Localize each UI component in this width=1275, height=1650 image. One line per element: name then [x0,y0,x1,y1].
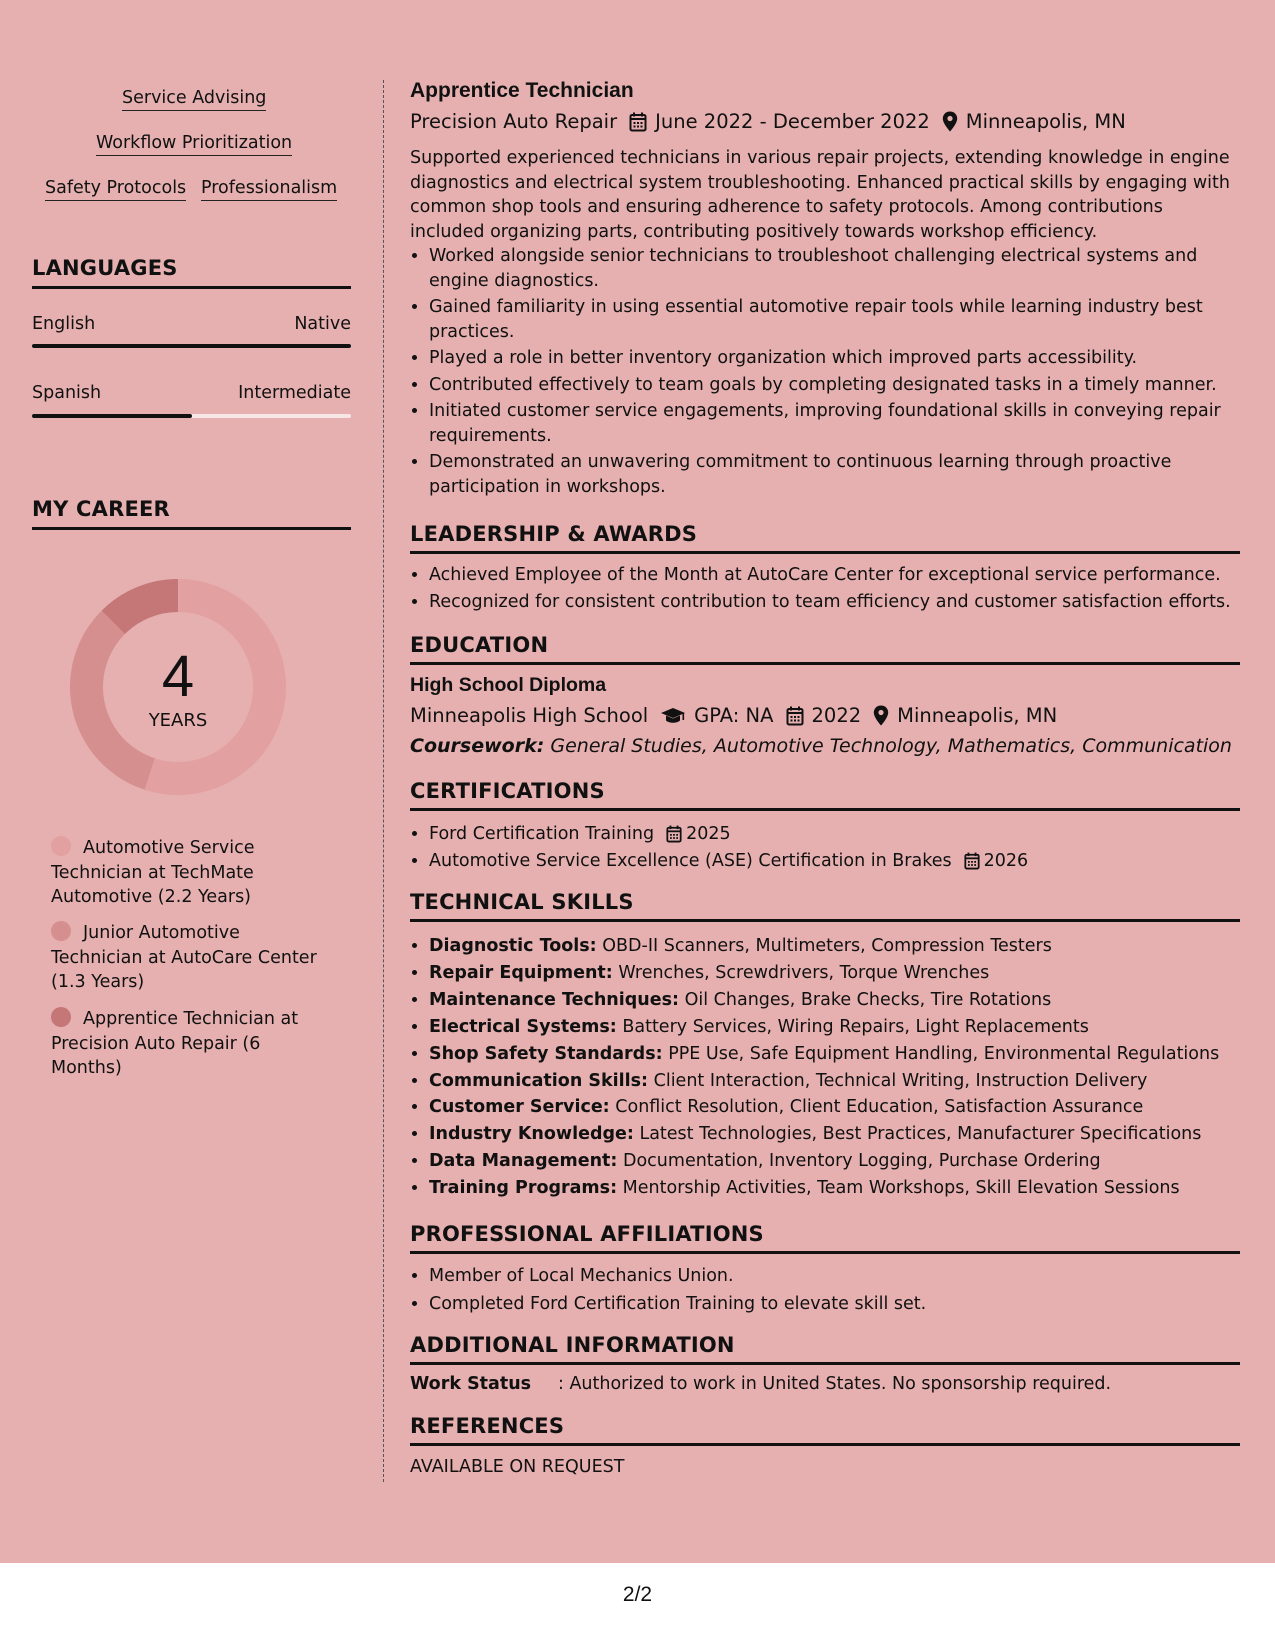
language-proficiency-bar [32,414,351,418]
calendar-icon [964,852,980,870]
location-pin-icon [873,705,889,726]
language-level: Intermediate [238,383,351,403]
education-year: 2022 [811,704,862,727]
list-item: • Completed Ford Certification Training to elevate skill set. [429,1291,1259,1317]
career-total-years: 4 [161,644,195,709]
location-pin-icon [942,111,958,132]
list-item: • Recognized for consistent contribution to team efficiency and customer satisfaction efforts. [429,590,1259,615]
list-item: • Initiated customer service engagements, improving foundational skills in conveying repair requirements. [429,399,1259,448]
certification-year: 2026 [983,850,1029,871]
list-item: • Worked alongside senior technicians to troubleshoot challenging electrical systems and engine diagnostics. [429,244,1259,293]
company-name: Precision Auto Repair [410,110,618,133]
skill-value: Conflict Resolution, Client Education, Satisfaction Assurance [615,1097,1144,1118]
language-name: Spanish [32,383,102,403]
skill-label: Customer Service: [429,1097,610,1118]
skill-value: Documentation, Inventory Logging, Purchase Ordering [623,1151,1101,1172]
job-summary: Supported experienced technicians in various repair projects, extending knowledge in engine diagnostics and electrical system troubleshooting. Enhanced practical skills by engaging with common shop tools and ensuring adherence to safety protocols. Among contributions included organizing parts, contributing positively towards workshop efficiency. [410,148,1230,242]
skill-label: Shop Safety Standards: [429,1043,663,1064]
job-meta [410,110,1126,133]
list-item [429,934,1259,959]
skill-label: Repair Equipment: [429,962,613,983]
job-title: Apprentice Technician [410,79,634,102]
career-legend-item [51,836,321,910]
skill-value: Wrenches, Screwdrivers, Torque Wrenches [618,962,990,983]
education-meta [410,704,1057,727]
education-coursework [410,735,1232,757]
certification-year: 2025 [686,824,731,844]
education-location: Minneapolis, MN [897,704,1058,727]
school-name: Minneapolis High School [410,704,649,727]
skill-value: Latest Technologies, Best Practices, Manufacturer Specifications [639,1124,1202,1145]
list-item [429,988,1259,1013]
legend-dot [51,921,71,941]
coursework-value: General Studies, Automotive Technology, Mathematics, Communication [550,735,1232,757]
legend-label: Apprentice Technician at Precision Auto Repair (6 Months) [51,1009,299,1078]
certification-name: • Ford Certification Training [429,824,655,844]
calendar-icon [666,825,682,843]
skill-value: PPE Use, Safe Equipment Handling, Environmental Regulations [668,1043,1220,1064]
language-row [32,383,351,403]
language-proficiency-fill [32,414,192,418]
skill-value: Client Interaction, Technical Writing, Instruction Delivery [653,1070,1148,1091]
list-item [429,961,1259,986]
skill-value: OBD-II Scanners, Multimeters, Compression Testers [602,936,1052,956]
additional-info-heading: ADDITIONAL INFORMATION [410,1333,1240,1365]
career-heading: MY CAREER [32,497,351,530]
list-item: • Member of Local Mechanics Union. [429,1263,1259,1289]
list-item [429,1176,1259,1201]
legend-label: Junior Automotive Technician at AutoCare Center (1.3 Years) [51,923,317,992]
skill-label: Diagnostic Tools: [429,936,597,956]
leadership-heading: LEADERSHIP & AWARDS [410,522,1240,554]
education-degree: High School Diploma [410,674,607,696]
skill-value: Mentorship Activities, Team Workshops, Skill Elevation Sessions [622,1178,1180,1199]
list-item [429,849,1259,874]
page-footer [0,1563,1275,1650]
list-item [429,1095,1259,1120]
languages-heading: LANGUAGES [32,256,351,289]
skill-label: Training Programs: [429,1178,618,1199]
list-item: • Achieved Employee of the Month at AutoCare Center for exceptional service performance. [429,563,1259,588]
list-item [429,822,1259,847]
affiliations-heading: PROFESSIONAL AFFILIATIONS [410,1222,1240,1254]
job-achievements [410,244,1259,501]
list-item [429,1042,1259,1067]
list-item [429,1122,1259,1147]
affiliations-list [410,1263,1259,1319]
job-dates: June 2022 - December 2022 [655,110,930,133]
education-heading: EDUCATION [410,633,1240,665]
references-heading: REFERENCES [410,1414,1240,1446]
page-number: 2/2 [622,1583,653,1606]
skill-value: Oil Changes, Brake Checks, Tire Rotations [684,989,1052,1010]
skill-label: Maintenance Techniques: [429,989,680,1010]
work-status-value: : Authorized to work in United States. No sponsorship required. [558,1374,1112,1394]
technical-skills-list [410,934,1259,1203]
job-location: Minneapolis, MN [965,110,1126,133]
graduation-cap-icon [660,707,686,725]
skill-tag: Workflow Prioritization [96,133,292,156]
list-item: • Contributed effectively to team goals by completing designated tasks in a timely manner. [429,373,1259,398]
coursework-label: Coursework: [410,735,545,757]
certifications-list [410,822,1259,875]
skill-label: Communication Skills: [429,1070,649,1091]
language-proficiency-fill [32,344,351,348]
skill-tag: Service Advising [122,88,266,111]
list-item: • Gained familiarity in using essential automotive repair tools while learning industry best practices. [429,295,1259,344]
legend-label: Automotive Service Technician at TechMate Automotive (2.2 Years) [51,838,255,907]
skill-value: Battery Services, Wiring Repairs, Light Replacements [622,1016,1089,1037]
education-gpa: GPA: NA [694,704,774,727]
list-item: • Demonstrated an unwavering commitment to continuous learning through proactive participation in workshops. [429,450,1259,499]
references-text: AVAILABLE ON REQUEST [410,1457,625,1477]
list-item [429,1015,1259,1040]
calendar-icon [629,112,647,132]
work-status-label: Work Status [410,1374,532,1394]
career-legend-item [51,921,321,995]
list-item [429,1149,1259,1174]
language-level: Native [294,314,351,334]
career-legend-item [51,1007,321,1081]
language-row [32,314,351,334]
skill-label: Data Management: [429,1151,618,1172]
language-name: English [32,314,96,334]
skill-tag: Safety Protocols [45,178,186,201]
certifications-heading: CERTIFICATIONS [410,779,1240,811]
career-total-unit: YEARS [148,710,208,731]
certification-name: • Automotive Service Excellence (ASE) Certification in Brakes [429,850,952,871]
legend-dot [51,1007,71,1027]
technical-skills-heading: TECHNICAL SKILLS [410,890,1240,922]
work-status [410,1374,1111,1394]
column-divider [383,80,384,1482]
list-item: • Played a role in better inventory organization which improved parts accessibility. [429,346,1259,371]
skill-tag: Professionalism [201,178,337,201]
leadership-list [410,563,1259,616]
calendar-icon [786,706,804,726]
skill-label: Industry Knowledge: [429,1124,634,1145]
language-proficiency-bar [32,344,351,348]
legend-dot [51,836,71,856]
list-item [429,1069,1259,1094]
skill-label: Electrical Systems: [429,1016,617,1037]
